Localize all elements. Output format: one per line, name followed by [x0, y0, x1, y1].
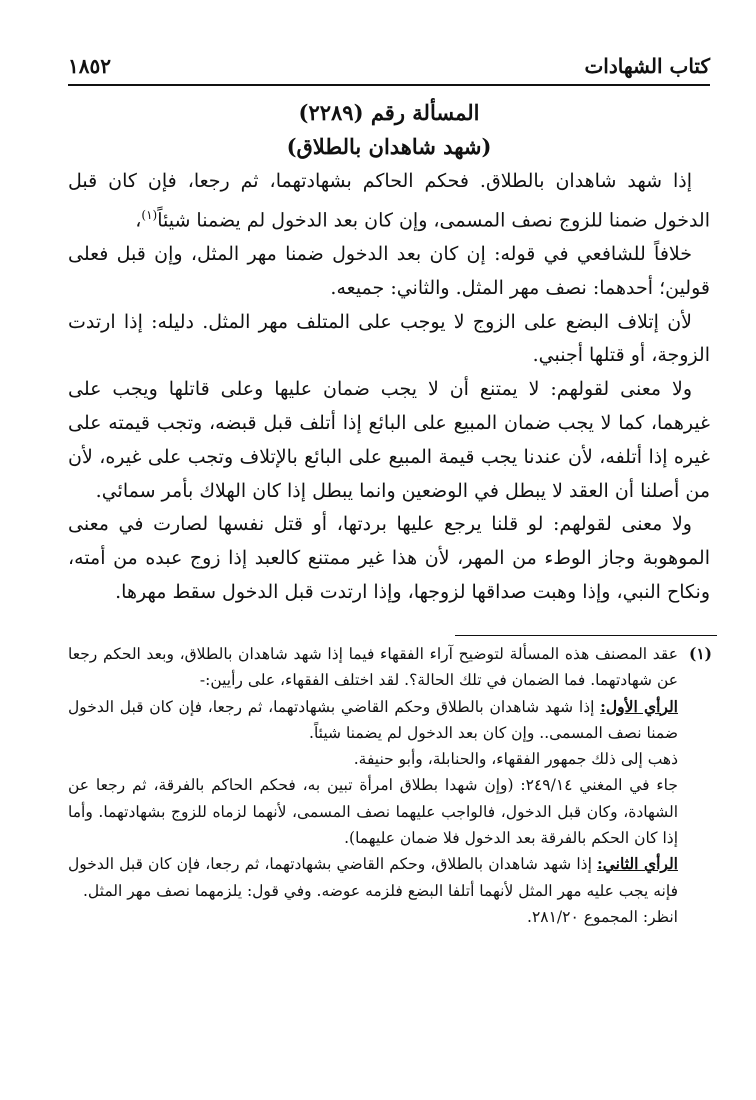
paragraph-2: خلافاً للشافعي في قوله: إن كان بعد الدخول ضمنا مهر المثل، وإن قبل فعلى قولين؛ أحدهما: نصف مهر المثل. والثاني: جميعه. [68, 242, 710, 299]
footnote-first-who: ذهب إلى ذلك جمهور الفقهاء، والحنابلة، وأبو حنيفة. [353, 750, 678, 769]
second-opinion-text: إذا شهد شاهدان بالطلاق، وحكم القاضي بشهادتهما، ثم رجعا، فإن كان قبل الدخول فإنه يجب عليه مهر المثل لأنهما أتلفا البضع فلزمه عوضه. وفي قول: يلزمهما نصف مهر المثل. [68, 855, 678, 900]
paragraph-1-text: إذا شهد شاهدان بالطلاق. فحكم الحاكم بشهادتهما، ثم رجعا، فإن كان قبل الدخول ضمنا للزوج نصف المسمى، وإن كان بعد الدخول لم يضمنا شيئاً [68, 170, 710, 232]
footnote-reference-source: انظر: المجموع ٢٨١/٢٠. [527, 907, 678, 926]
footnote-intro: عقد المصنف هذه المسألة لتوضيح آراء الفقهاء فيما إذا شهد شاهدان بالطلاق، وبعد الحكم رجعا عن شهادتهما. فما الضمان في تلك الحالة؟. لقد اختلف الفقهاء، على رأيين:- [68, 645, 678, 690]
issue-number-heading: المسألة رقم (٢٢٨٩) [298, 100, 480, 125]
paragraph-4: ولا معنى لقولهم: لا يمتنع أن لا يجب ضمان عليها وعلى قاتلها ويجب على غيرهما، كما لا يجب ضمان المبيع على البائع إذا أتلف قبل قبضه، وتجب قيمته على غيره إذا أتلفه، لأن عندنا يجب قيمة المبيع على البائع بالإتلاف وتجب على غيره، لأن من أصلنا أن العقد لا يبطل في الوضعين وانما يبطل إذا كان الهلاك بأمر سمائي. [68, 378, 710, 502]
footnote-divider [455, 635, 717, 636]
page-header [68, 46, 710, 86]
first-opinion-label: الرأي الأول: [600, 696, 678, 716]
footnote-mughni-quote: جاء في المغني ٢٤٩/١٤: (وإن شهدا بطلاق امرأة تبين به، فحكم الحاكم بالفرقة، ثم رجعا عن الشهادة، وكان قبل الدخول، فالواجب عليهما نصف المسمى، لأنهما لزماه للزوج بشهادتهما. وأما إذا كان الحكم بالفرقة بعد الدخول فلا ضمان عليهما). [68, 776, 678, 848]
main-text [68, 165, 710, 610]
paragraph-1-end: ، [135, 209, 142, 232]
paragraph-3: لأن إتلاف البضع على الزوج لا يوجب على المتلف مهر المثل. دليله: إذا ارتدت الزوجة، أو قتلها أجنبي. [68, 310, 710, 367]
page-number: ١٨٥٢ [68, 54, 111, 78]
footnote-second-opinion [68, 851, 712, 904]
footnote-number: (١) [688, 644, 712, 663]
first-opinion-text: إذا شهد شاهدان بالطلاق وحكم القاضي بشهادتهما، ثم رجعا، فإن كان قبل الدخول ضمنا نصف المسمى.. وإن كان بعد الدخول لم يضمنا شيئاً. [68, 697, 678, 742]
footnote-reference[interactable]: (١) [141, 207, 158, 222]
footnote-first-opinion [68, 694, 712, 747]
issue-headings [68, 96, 710, 164]
book-title: كتاب الشهادات [584, 54, 710, 78]
paragraph-5: ولا معنى لقولهم: لو قلنا يرجع عليها بردتها، أو قتل نفسها لصارت في معنى الموهوبة وجاز الوطء من المهر، لأن هذا غير ممتنع كالعبد إذا زوج عبده من أمته، ونكاح النبي، وإذا وهبت صداقها لزوجها، وإذا ارتدت قبل الدخول سقط مهرها. [68, 513, 710, 603]
second-opinion-label: الرأي الثاني: [597, 854, 678, 874]
issue-topic-heading: (شهد شاهدان بالطلاق) [286, 134, 492, 159]
footnotes [68, 641, 712, 930]
paragraph-1 [68, 165, 710, 238]
